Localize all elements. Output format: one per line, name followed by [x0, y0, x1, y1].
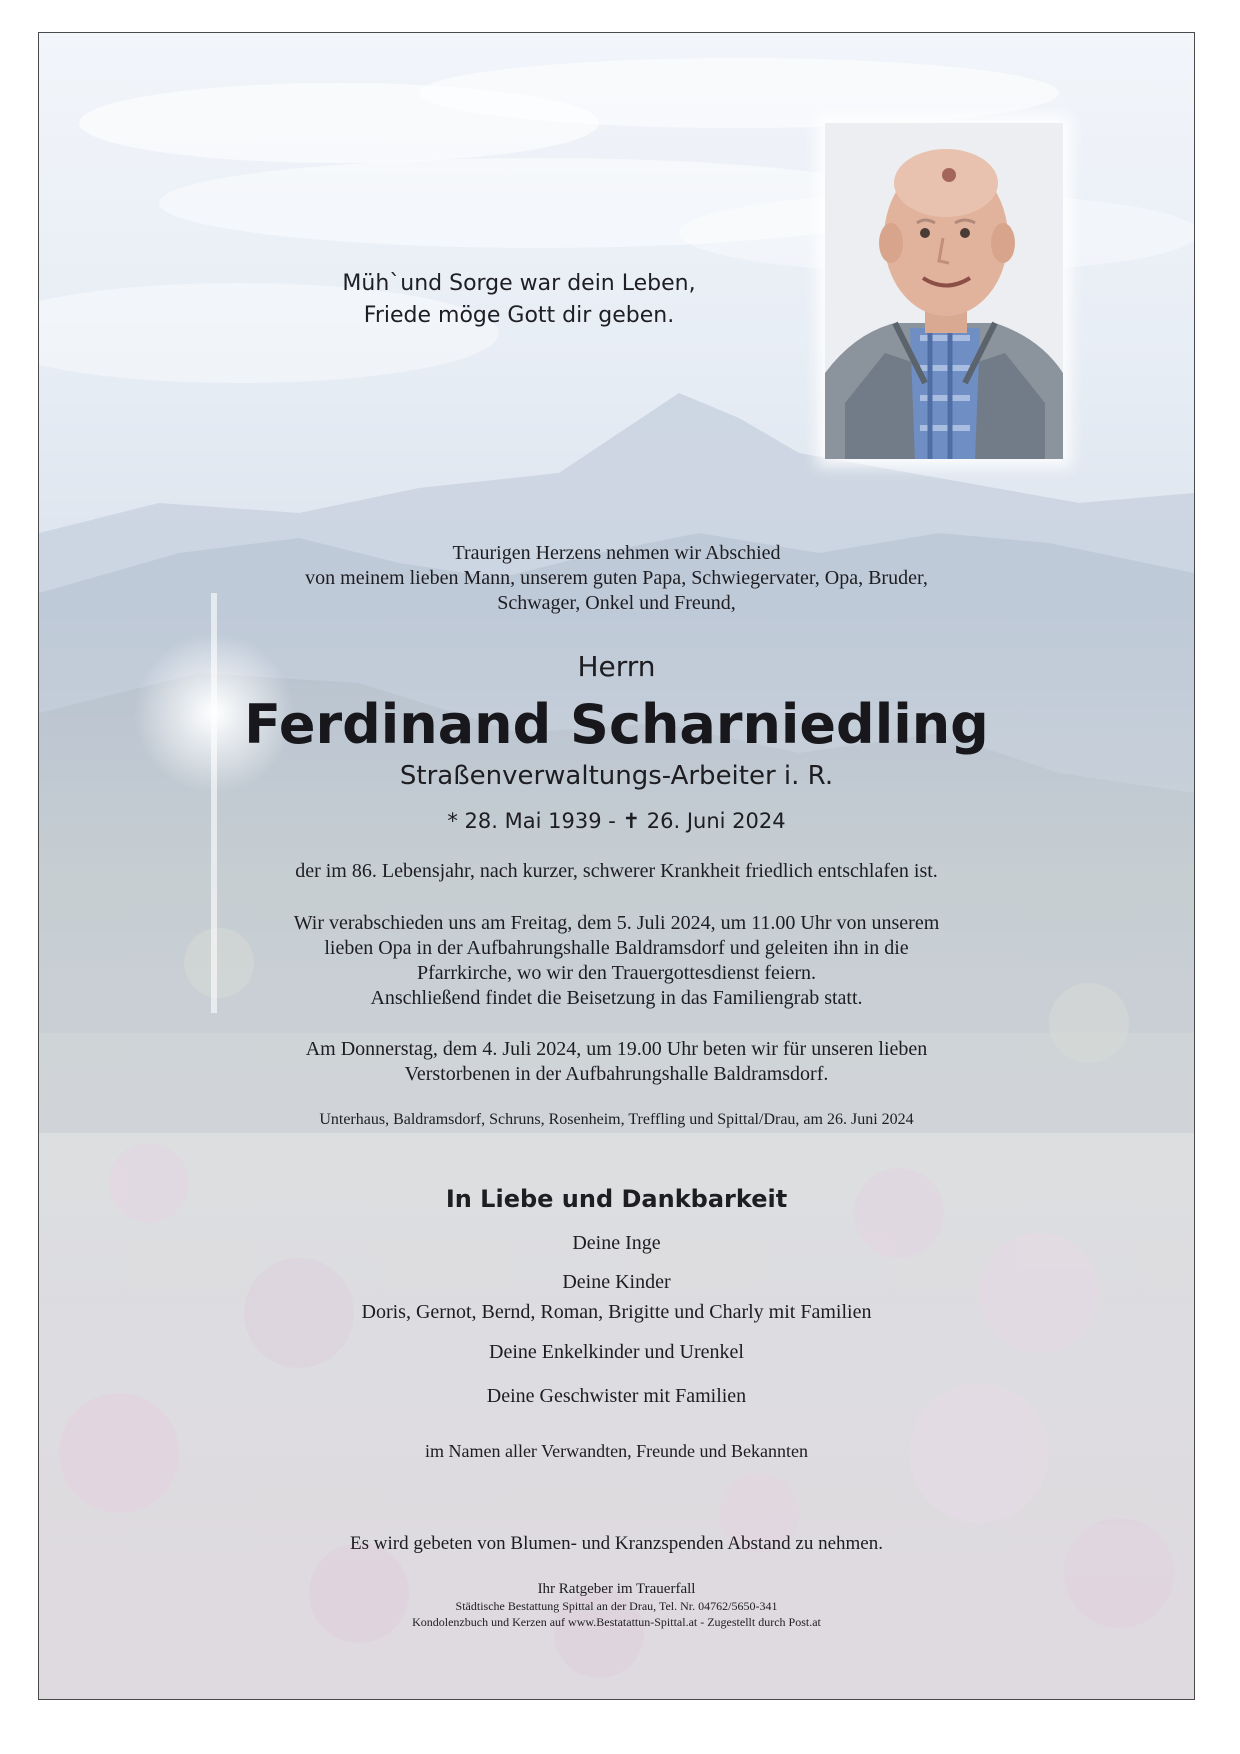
mourner-spouse: Deine Inge [572, 1232, 661, 1254]
farewell-line-2: lieben Opa in der Aufbahrungshalle Baldramsdorf und geleiten ihn in die [324, 937, 909, 959]
mourner-others: im Namen aller Verwandten, Freunde und Bekannten [424, 1441, 809, 1461]
deceased-name: Ferdinand Scharniedling [244, 693, 989, 756]
portrait-photo [825, 123, 1063, 459]
mourner-children-title: Deine Kinder [562, 1271, 671, 1293]
life-dates: * 28. Mai 1939 - ✝ 26. Juni 2024 [447, 809, 786, 833]
footer-line-3: Kondolenzbuch und Kerzen auf www.Bestatattun-Spittal.at - Zugestellt durch Post.at [412, 1615, 821, 1629]
footer-line-1: Ihr Ratgeber im Trauerfall [537, 1581, 696, 1597]
mourner-grandchildren: Deine Enkelkinder und Urenkel [489, 1341, 744, 1363]
intro-line-3: Schwager, Onkel und Freund, [497, 592, 736, 614]
mourner-siblings: Deine Geschwister mit Familien [486, 1385, 747, 1407]
motto-verse [299, 268, 739, 332]
prayer-line-2: Verstorbenen in der Aufbahrungshalle Baldramsdorf. [404, 1063, 829, 1085]
passing-text: der im 86. Lebensjahr, nach kurzer, schwerer Krankheit friedlich entschlafen ist. [295, 860, 938, 882]
funeral-home-footer [39, 1580, 1194, 1630]
farewell-line-3: Pfarrkirche, wo wir den Trauergottesdienst feiern. [417, 962, 816, 984]
mourner-children-names: Doris, Gernot, Bernd, Roman, Brigitte und Charly mit Familien [361, 1301, 872, 1323]
motto-line-2: Friede möge Gott dir geben. [363, 303, 675, 328]
deceased-occupation: Straßenverwaltungs-Arbeiter i. R. [399, 761, 834, 791]
farewell-line-1: Wir verabschieden uns am Freitag, dem 5. Juli 2024, um 11.00 Uhr von unserem [293, 912, 940, 934]
places-and-date: Unterhaus, Baldramsdorf, Schruns, Rosenheim, Treffling und Spittal/Drau, am 26. Juni 2024 [319, 1111, 914, 1128]
footer-line-2: Städtische Bestattung Spittal an der Drau, Tel. Nr. 04762/5650-341 [455, 1599, 778, 1613]
honorific: Herrn [577, 650, 656, 683]
prayer-line-1: Am Donnerstag, dem 4. Juli 2024, um 19.00 Uhr beten wir für unseren lieben [305, 1038, 928, 1060]
farewell-ceremony-text [39, 911, 1194, 1011]
closing-heading: In Liebe und Dankbarkeit [445, 1185, 788, 1213]
motto-line-1: Müh`und Sorge war dein Leben, [342, 271, 696, 296]
donation-request: Es wird gebeten von Blumen- und Kranzspenden Abstand zu nehmen. [350, 1533, 883, 1554]
intro-line-1: Traurigen Herzens nehmen wir Abschied [452, 542, 781, 564]
intro-text [39, 541, 1194, 616]
intro-line-2: von meinem lieben Mann, unserem guten Papa, Schwiegervater, Opa, Bruder, [305, 567, 928, 589]
obituary-notice [38, 32, 1195, 1700]
prayer-text [39, 1037, 1194, 1087]
farewell-line-4: Anschließend findet die Beisetzung in das Familiengrab statt. [370, 987, 863, 1009]
